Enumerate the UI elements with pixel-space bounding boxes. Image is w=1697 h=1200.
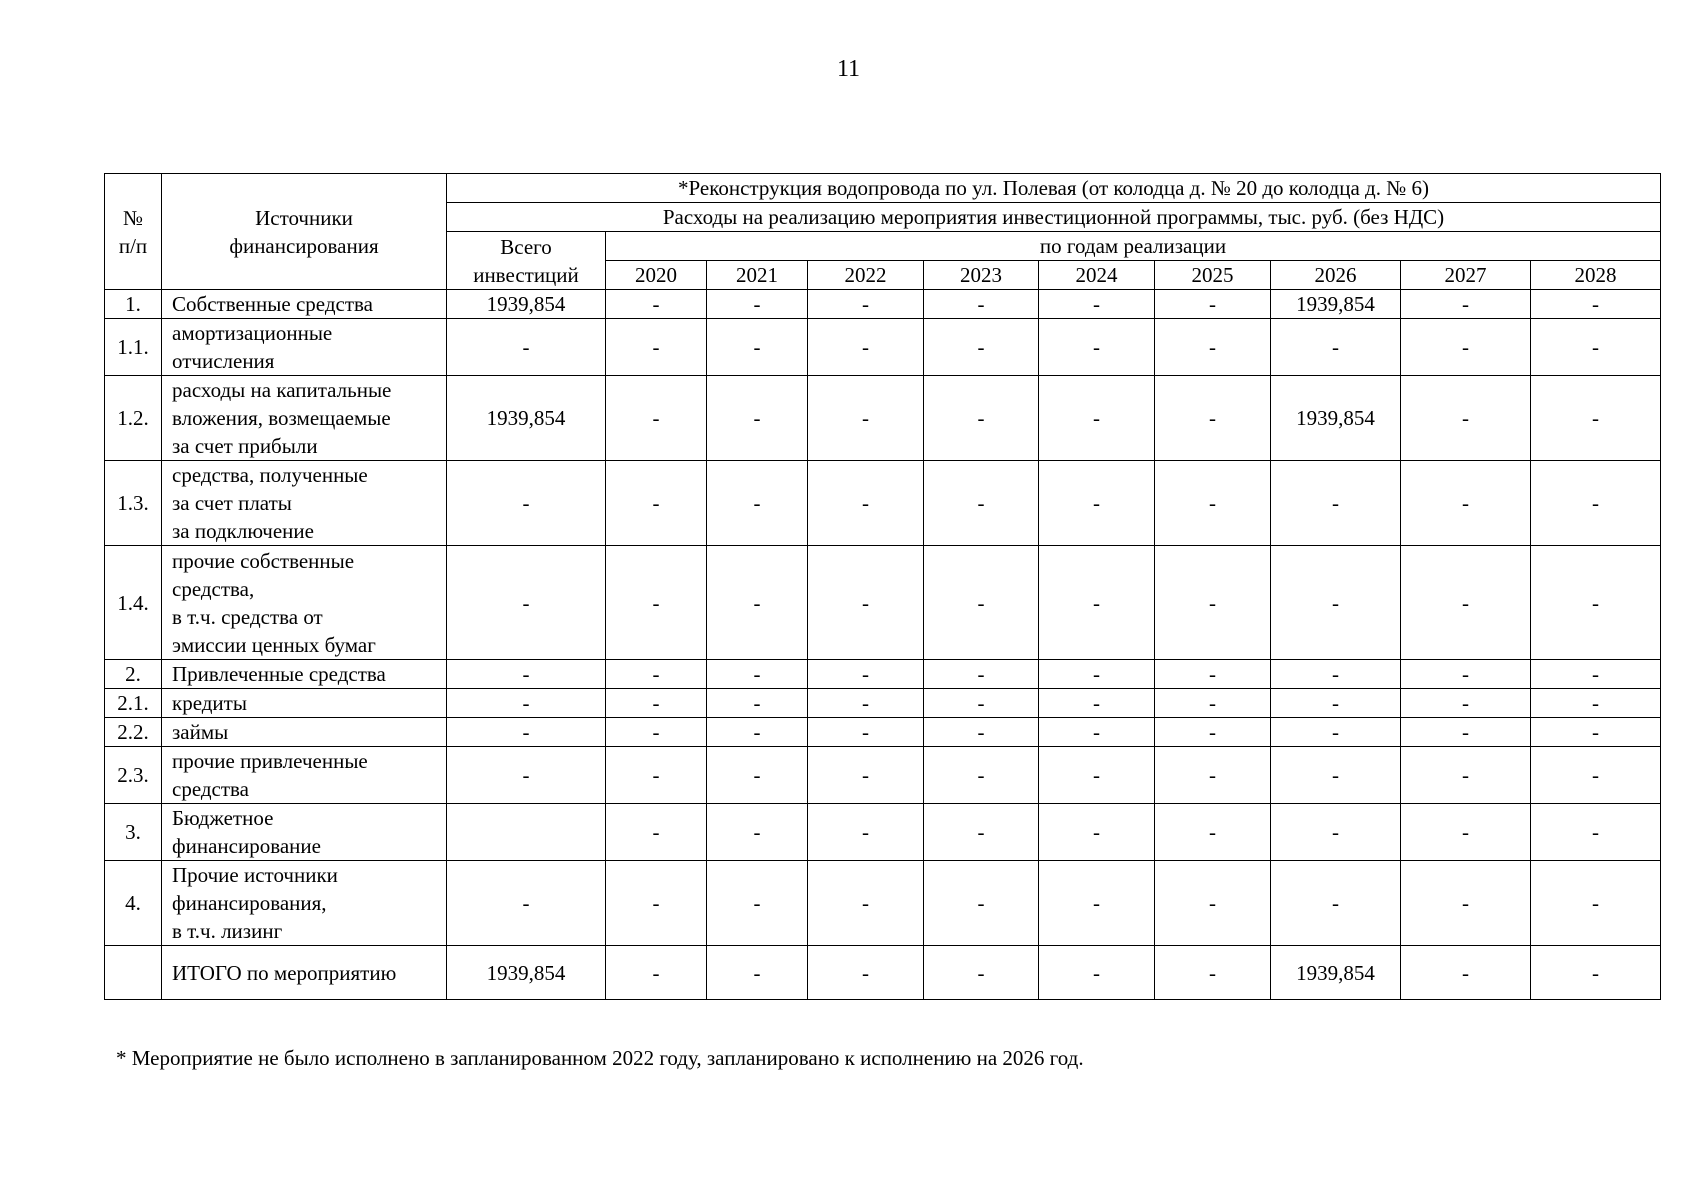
row-value-2021: - xyxy=(707,747,808,804)
row-value-2020: - xyxy=(606,376,707,461)
row-value-2028: - xyxy=(1531,689,1661,718)
row-value-2021: - xyxy=(707,946,808,1000)
row-value-2026: 1939,854 xyxy=(1271,376,1401,461)
header-project-title: *Реконструкция водопровода по ул. Полевая (от колодца д. № 20 до колодца д. № 6) xyxy=(447,174,1661,203)
row-number: 1.2. xyxy=(105,376,162,461)
row-value-2022: - xyxy=(808,747,924,804)
row-value-2024: - xyxy=(1039,461,1155,546)
row-total: - xyxy=(447,718,606,747)
header-year-2020: 2020 xyxy=(606,261,707,290)
row-value-2027: - xyxy=(1401,376,1531,461)
row-source: средства, полученные за счет платы за подключение xyxy=(162,461,447,546)
row-value-2026: - xyxy=(1271,660,1401,689)
header-source: Источники финансирования xyxy=(162,174,447,290)
row-value-2021: - xyxy=(707,689,808,718)
row-value-2022: - xyxy=(808,546,924,660)
header-year-2027: 2027 xyxy=(1401,261,1531,290)
row-value-2024: - xyxy=(1039,290,1155,319)
row-value-2027: - xyxy=(1401,747,1531,804)
row-value-2026: - xyxy=(1271,319,1401,376)
row-value-2024: - xyxy=(1039,660,1155,689)
row-value-2026: - xyxy=(1271,689,1401,718)
row-value-2028: - xyxy=(1531,804,1661,861)
row-value-2028: - xyxy=(1531,946,1661,1000)
table-row xyxy=(105,689,1661,718)
table-row xyxy=(105,861,1661,946)
row-total: - xyxy=(447,689,606,718)
row-value-2020: - xyxy=(606,461,707,546)
table-row xyxy=(105,546,1661,660)
header-year-2025: 2025 xyxy=(1155,261,1271,290)
row-value-2020: - xyxy=(606,290,707,319)
row-value-2023: - xyxy=(924,660,1039,689)
row-value-2022: - xyxy=(808,689,924,718)
row-total: - xyxy=(447,660,606,689)
row-value-2024: - xyxy=(1039,546,1155,660)
row-value-2023: - xyxy=(924,747,1039,804)
row-value-2024: - xyxy=(1039,689,1155,718)
row-number: 3. xyxy=(105,804,162,861)
row-value-2022: - xyxy=(808,804,924,861)
page-number: 11 xyxy=(836,56,861,82)
row-value-2020: - xyxy=(606,319,707,376)
row-value-2023: - xyxy=(924,376,1039,461)
row-value-2026: - xyxy=(1271,861,1401,946)
row-value-2026: - xyxy=(1271,546,1401,660)
row-value-2020: - xyxy=(606,861,707,946)
row-total: 1939,854 xyxy=(447,946,606,1000)
row-number: 1.4. xyxy=(105,546,162,660)
row-value-2022: - xyxy=(808,461,924,546)
row-value-2020: - xyxy=(606,546,707,660)
row-value-2027: - xyxy=(1401,319,1531,376)
row-source: расходы на капитальные вложения, возмещаемые за счет прибыли xyxy=(162,376,447,461)
row-value-2023: - xyxy=(924,804,1039,861)
row-value-2027: - xyxy=(1401,546,1531,660)
row-value-2028: - xyxy=(1531,546,1661,660)
row-value-2024: - xyxy=(1039,946,1155,1000)
footnote: * Мероприятие не было исполнено в запланированном 2022 году, запланировано к исполнению на 2026 год. xyxy=(116,1046,1084,1070)
row-value-2025: - xyxy=(1155,660,1271,689)
table-row xyxy=(105,804,1661,861)
header-total: Всего инвестиций xyxy=(447,232,606,290)
row-value-2026: 1939,854 xyxy=(1271,946,1401,1000)
row-value-2027: - xyxy=(1401,660,1531,689)
table-row xyxy=(105,946,1661,1000)
row-value-2027: - xyxy=(1401,861,1531,946)
row-value-2026: 1939,854 xyxy=(1271,290,1401,319)
row-value-2028: - xyxy=(1531,660,1661,689)
table-row xyxy=(105,376,1661,461)
row-value-2024: - xyxy=(1039,718,1155,747)
row-value-2021: - xyxy=(707,660,808,689)
row-value-2021: - xyxy=(707,861,808,946)
row-value-2027: - xyxy=(1401,804,1531,861)
row-source: прочие привлеченные средства xyxy=(162,747,447,804)
row-source: Бюджетное финансирование xyxy=(162,804,447,861)
row-number: 2. xyxy=(105,660,162,689)
row-value-2021: - xyxy=(707,376,808,461)
row-source: кредиты xyxy=(162,689,447,718)
row-value-2028: - xyxy=(1531,861,1661,946)
row-value-2027: - xyxy=(1401,718,1531,747)
row-value-2024: - xyxy=(1039,804,1155,861)
row-source: Привлеченные средства xyxy=(162,660,447,689)
row-source: займы xyxy=(162,718,447,747)
row-value-2021: - xyxy=(707,804,808,861)
row-source: ИТОГО по мероприятию xyxy=(162,946,447,1000)
row-value-2021: - xyxy=(707,290,808,319)
row-number: 2.1. xyxy=(105,689,162,718)
row-value-2025: - xyxy=(1155,376,1271,461)
row-total: - xyxy=(447,861,606,946)
header-year-2024: 2024 xyxy=(1039,261,1155,290)
header-year-2026: 2026 xyxy=(1271,261,1401,290)
row-value-2024: - xyxy=(1039,861,1155,946)
row-value-2020: - xyxy=(606,689,707,718)
row-value-2026: - xyxy=(1271,461,1401,546)
row-value-2025: - xyxy=(1155,319,1271,376)
row-number: 4. xyxy=(105,861,162,946)
row-number: 2.2. xyxy=(105,718,162,747)
row-value-2025: - xyxy=(1155,290,1271,319)
row-value-2025: - xyxy=(1155,718,1271,747)
row-value-2025: - xyxy=(1155,946,1271,1000)
row-value-2022: - xyxy=(808,290,924,319)
row-total: - xyxy=(447,319,606,376)
table-row xyxy=(105,660,1661,689)
header-year-2021: 2021 xyxy=(707,261,808,290)
row-value-2025: - xyxy=(1155,747,1271,804)
row-total: - xyxy=(447,747,606,804)
row-value-2028: - xyxy=(1531,376,1661,461)
row-total xyxy=(447,804,606,861)
row-value-2024: - xyxy=(1039,747,1155,804)
row-value-2027: - xyxy=(1401,461,1531,546)
row-value-2021: - xyxy=(707,319,808,376)
table-body xyxy=(105,290,1661,1000)
row-number: 1. xyxy=(105,290,162,319)
row-source: Собственные средства xyxy=(162,290,447,319)
row-value-2023: - xyxy=(924,546,1039,660)
header-year-2023: 2023 xyxy=(924,261,1039,290)
row-value-2021: - xyxy=(707,718,808,747)
row-total: 1939,854 xyxy=(447,376,606,461)
row-source: прочие собственные средства, в т.ч. средства от эмиссии ценных бумаг xyxy=(162,546,447,660)
row-source: амортизационные отчисления xyxy=(162,319,447,376)
row-value-2024: - xyxy=(1039,376,1155,461)
row-value-2025: - xyxy=(1155,461,1271,546)
table-row xyxy=(105,319,1661,376)
row-value-2023: - xyxy=(924,689,1039,718)
row-number xyxy=(105,946,162,1000)
row-value-2023: - xyxy=(924,718,1039,747)
row-value-2022: - xyxy=(808,718,924,747)
row-value-2028: - xyxy=(1531,290,1661,319)
row-value-2026: - xyxy=(1271,747,1401,804)
row-value-2023: - xyxy=(924,861,1039,946)
row-value-2023: - xyxy=(924,461,1039,546)
row-value-2025: - xyxy=(1155,546,1271,660)
row-value-2021: - xyxy=(707,546,808,660)
row-total: 1939,854 xyxy=(447,290,606,319)
row-value-2021: - xyxy=(707,461,808,546)
row-number: 1.3. xyxy=(105,461,162,546)
row-value-2020: - xyxy=(606,660,707,689)
table-row xyxy=(105,461,1661,546)
row-source: Прочие источники финансирования, в т.ч. лизинг xyxy=(162,861,447,946)
row-value-2026: - xyxy=(1271,804,1401,861)
row-number: 2.3. xyxy=(105,747,162,804)
row-value-2027: - xyxy=(1401,946,1531,1000)
row-value-2028: - xyxy=(1531,319,1661,376)
row-value-2020: - xyxy=(606,747,707,804)
row-value-2024: - xyxy=(1039,319,1155,376)
row-value-2022: - xyxy=(808,660,924,689)
row-value-2027: - xyxy=(1401,290,1531,319)
row-value-2020: - xyxy=(606,804,707,861)
header-num: № п/п xyxy=(105,174,162,290)
table-row xyxy=(105,718,1661,747)
table-row xyxy=(105,290,1661,319)
row-value-2022: - xyxy=(808,861,924,946)
row-value-2022: - xyxy=(808,319,924,376)
row-total: - xyxy=(447,461,606,546)
row-value-2020: - xyxy=(606,946,707,1000)
header-year-2022: 2022 xyxy=(808,261,924,290)
row-value-2026: - xyxy=(1271,718,1401,747)
row-value-2023: - xyxy=(924,290,1039,319)
row-value-2022: - xyxy=(808,376,924,461)
header-year-2028: 2028 xyxy=(1531,261,1661,290)
row-total: - xyxy=(447,546,606,660)
row-value-2022: - xyxy=(808,946,924,1000)
row-value-2028: - xyxy=(1531,747,1661,804)
table-row xyxy=(105,747,1661,804)
row-value-2025: - xyxy=(1155,861,1271,946)
row-value-2028: - xyxy=(1531,718,1661,747)
row-value-2028: - xyxy=(1531,461,1661,546)
row-value-2020: - xyxy=(606,718,707,747)
financing-table xyxy=(104,173,1661,1000)
row-value-2023: - xyxy=(924,319,1039,376)
header-by-years: по годам реализации xyxy=(606,232,1661,261)
row-value-2023: - xyxy=(924,946,1039,1000)
row-number: 1.1. xyxy=(105,319,162,376)
row-value-2027: - xyxy=(1401,689,1531,718)
row-value-2025: - xyxy=(1155,689,1271,718)
header-expenses-title: Расходы на реализацию мероприятия инвестиционной программы, тыс. руб. (без НДС) xyxy=(447,203,1661,232)
row-value-2025: - xyxy=(1155,804,1271,861)
